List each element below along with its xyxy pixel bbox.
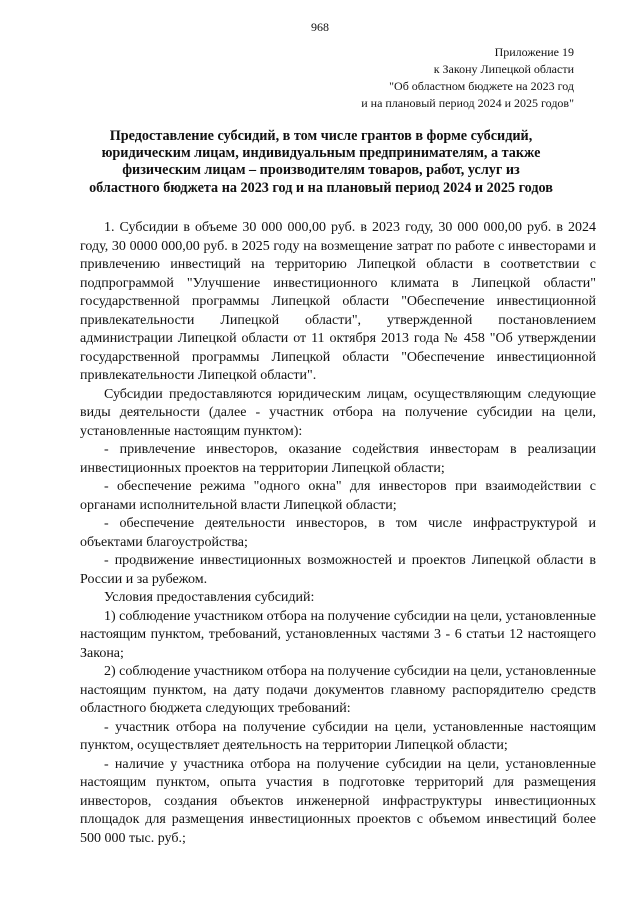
condition-1: 1) соблюдение участником отбора на получение субсидии на цели, установленные настоящим пунктом, требований, установленных частями 3 - 6 статьи 12 настоящего Закона; (80, 608, 597, 661)
conditions-heading: Условия предоставления субсидий: (104, 590, 315, 605)
page-number: 968 (311, 20, 329, 34)
requirement-2: - наличие у участника отбора на получение субсидии на цели, установленные настоящим пунктом, опыта участия в подготовке территорий для размещения инвесторов, создания объектов инженерной инфраструктуры инвестиционных площадок для размещения инвестиционных проектов с объемом инвестиций более 500 000 тыс. руб.; (80, 756, 596, 846)
list-item-2: - обеспечение режима "одного окна" для инвесторов при взаимодействии с органами исполнительной власти Липецкой области; (80, 479, 596, 513)
condition-2: 2) соблюдение участником отбора на получение субсидии на цели, установленные настоящим пунктом, на дату подачи документов главному распорядителю средств областного бюджета следующих требований: (80, 664, 597, 716)
appendix-line-3: "Об областном бюджете на 2023 год (389, 79, 574, 93)
list-item-4: - продвижение инвестиционных возможностей и проектов Липецкой области в России и за рубежом. (80, 553, 596, 587)
requirement-1: - участник отбора на получение субсидии на цели, установленные настоящим пунктом, осуществляет деятельность на территории Липецкой области; (80, 719, 596, 753)
appendix-header (361, 44, 574, 112)
list-item-1: - привлечение инвесторов, оказание содействия инвесторам в реализации инвестиционных проектов на территории Липецкой области; (80, 442, 596, 476)
document-body (80, 219, 596, 848)
appendix-line-1: Приложение 19 (494, 45, 574, 59)
paragraph-1: 1. Субсидии в объеме 30 000 000,00 руб. в 2023 году, 30 000 000,00 руб. в 2024 году, 30 0000 000,00 руб. в 2025 году на возмещение затрат по работе с инвесторами и привлечению инвестиций на территорию Липецкой области в соответствии с подпрограммой "Улучшение инвестиционного климата в Липецкой области" государственной программы Липецкой области "Обеспечение инвестиционной привлекательности Липецкой области", утвержденной постановлением администрации Липецкой области от 11 октября 2013 года № 458 "Об утверждении государственной программы Липецкой области "Обеспечение инвестиционной привлекательности Липецкой области". (80, 220, 596, 383)
appendix-line-4: и на плановый период 2024 и 2025 годов" (361, 96, 574, 110)
list-item-3: - обеспечение деятельности инвесторов, в том числе инфраструктурой и объектами благоустройства; (80, 516, 596, 550)
document-title: Предоставление субсидий, в том числе грантов в форме субсидий, юридическим лицам, индивидуальным предпринимателям, а также физическим лицам – производителям товаров, работ, услуг из областного бюджета на 2023 год и на плановый период 2024 и 2025 годов (89, 128, 553, 196)
appendix-line-2: к Закону Липецкой области (433, 62, 574, 76)
paragraph-2: Субсидии предоставляются юридическим лицам, осуществляющим следующие виды деятельности (далее - участник отбора на получение субсидии на цели, установленные настоящим пунктом): (80, 386, 596, 439)
